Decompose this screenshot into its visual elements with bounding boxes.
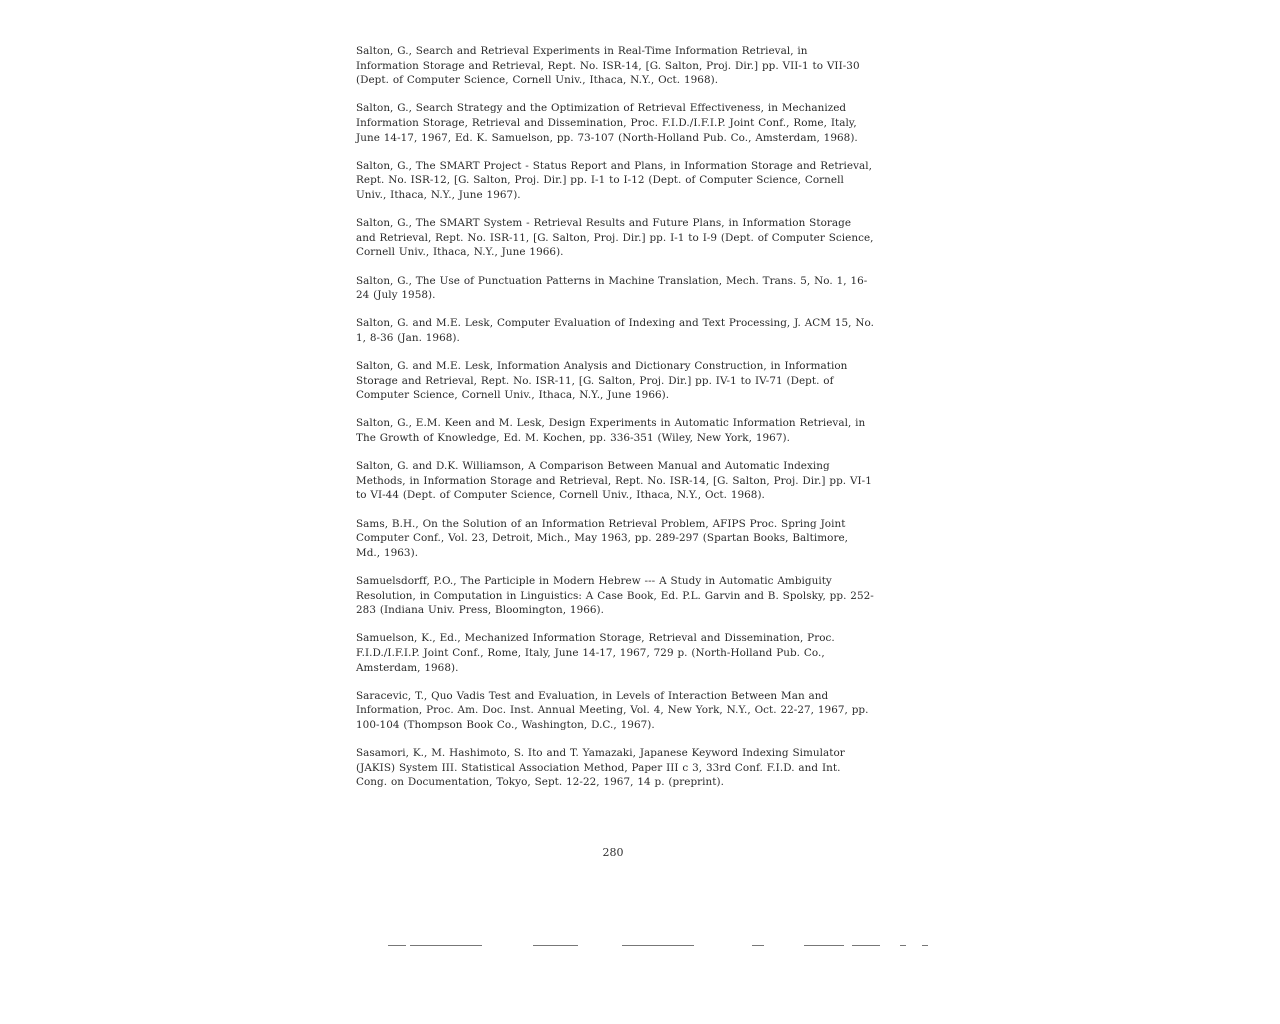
reference-entry: Saracevic, T., Quo Vadis Test and Evaluation, in Levels of Interaction Between Man and Information, Proc. Am. Doc. Inst. Annual Meeting, Vol. 4, New York, N.Y., Oct. 22-27, 1967, pp. 100-104 (Thompson Book Co., Washington, D.C., 1967). — [356, 689, 869, 731]
reference-entry: Salton, G., Search Strategy and the Optimization of Retrieval Effectiveness, in Mechanized Information Storage, Retrieval and Dissemination, Proc. F.I.D./I.F.I.P. Joint Conf., Rome, Italy, June 14-17, 1967, Ed. K. Samuelson, pp. 73-107 (North-Holland Pub. Co., Amsterdam, 1968). — [356, 102, 858, 144]
scan-mark — [900, 945, 906, 946]
scan-mark — [388, 945, 406, 946]
reference-entry: Samuelsdorff, P.O., The Participle in Modern Hebrew --- A Study in Automatic Ambiguity Resolution, in Computation in Linguistics: A Case Book, Ed. P.L. Garvin and B. Spolsky, pp. 252-283 (Indiana Univ. Press, Bloomington, 1966). — [356, 574, 874, 617]
page-number: 280 — [602, 846, 624, 859]
scan-mark — [852, 945, 880, 946]
reference-entry: Salton, G. and M.E. Lesk, Computer Evaluation of Indexing and Text Processing, J. ACM 15, No. 1, 8-36 (Jan. 1968). — [356, 317, 874, 344]
reference-entry: Salton, G., The Use of Punctuation Patterns in Machine Translation, Mech. Trans. 5, No. 1, 16-24 (July 1958). — [356, 274, 868, 302]
reference-entry: Sasamori, K., M. Hashimoto, S. Ito and T. Yamazaki, Japanese Keyword Indexing Simulator (JAKIS) System III. Statistical Association Method, Paper III c 3, 33rd Conf. F.I.D. and Int. Cong. on Documentation, Tokyo, Sept. 12-22, 1967, 14 p. (preprint). — [356, 747, 845, 789]
reference-entry: Salton, G., The SMART System - Retrieval Results and Future Plans, in Information Storage and Retrieval, Rept. No. ISR-11, [G. Salton, Proj. Dir.] pp. I-1 to I-9 (Dept. of Computer Science, Cornell Univ., Ithaca, N.Y., June 1966). — [356, 217, 874, 259]
scan-mark — [410, 945, 482, 946]
scan-mark — [922, 945, 928, 946]
scan-mark — [804, 945, 844, 946]
reference-entry: Salton, G., E.M. Keen and M. Lesk, Design Experiments in Automatic Information Retrieval, in The Growth of Knowledge, Ed. M. Kochen, pp. 336-351 (Wiley, New York, 1967). — [356, 417, 866, 445]
reference-entry: Salton, G., Search and Retrieval Experiments in Real-Time Information Retrieval, in Information Storage and Retrieval, Rept. No. ISR-14, [G. Salton, Proj. Dir.] pp. VII-1 to VII-30 (Dept. of Computer Science, Cornell Univ., Ithaca, N.Y., Oct. 1968). — [356, 45, 860, 87]
reference-entry: Salton, G. and D.K. Williamson, A Comparison Between Manual and Automatic Indexing Methods, in Information Storage and Retrieval, Rept. No. ISR-14, [G. Salton, Proj. Dir.] pp. VI-1 to VI-44 (Dept. of Computer Science, Cornell Univ., Ithaca, N.Y., Oct. 1968). — [356, 460, 872, 502]
scan-artifact-marks — [0, 945, 1280, 951]
reference-list — [356, 44, 874, 803]
reference-entry: Samuelson, K., Ed., Mechanized Information Storage, Retrieval and Dissemination, Proc. F.I.D./I.F.I.P. Joint Conf., Rome, Italy, June 14-17, 1967, 729 p. (North-Holland Pub. Co., Amsterdam, 1968). — [356, 632, 835, 674]
reference-entry: Salton, G. and M.E. Lesk, Information Analysis and Dictionary Construction, in Information Storage and Retrieval, Rept. No. ISR-11, [G. Salton, Proj. Dir.] pp. IV-1 to IV-71 (Dept. of Computer Science, Cornell Univ., Ithaca, N.Y., June 1966). — [356, 360, 848, 402]
scan-mark — [533, 945, 578, 946]
reference-entry: Salton, G., The SMART Project - Status Report and Plans, in Information Storage and Retrieval, Rept. No. ISR-12, [G. Salton, Proj. Dir.] pp. I-1 to I-12 (Dept. of Computer Science, Cornell Univ., Ithaca, N.Y., June 1967). — [356, 159, 873, 201]
scan-mark — [752, 945, 764, 946]
reference-entry: Sams, B.H., On the Solution of an Information Retrieval Problem, AFIPS Proc. Spring Joint Computer Conf., Vol. 23, Detroit, Mich., May 1963, pp. 289-297 (Spartan Books, Baltimore, Md., 1963). — [356, 517, 849, 559]
scan-mark — [622, 945, 694, 946]
